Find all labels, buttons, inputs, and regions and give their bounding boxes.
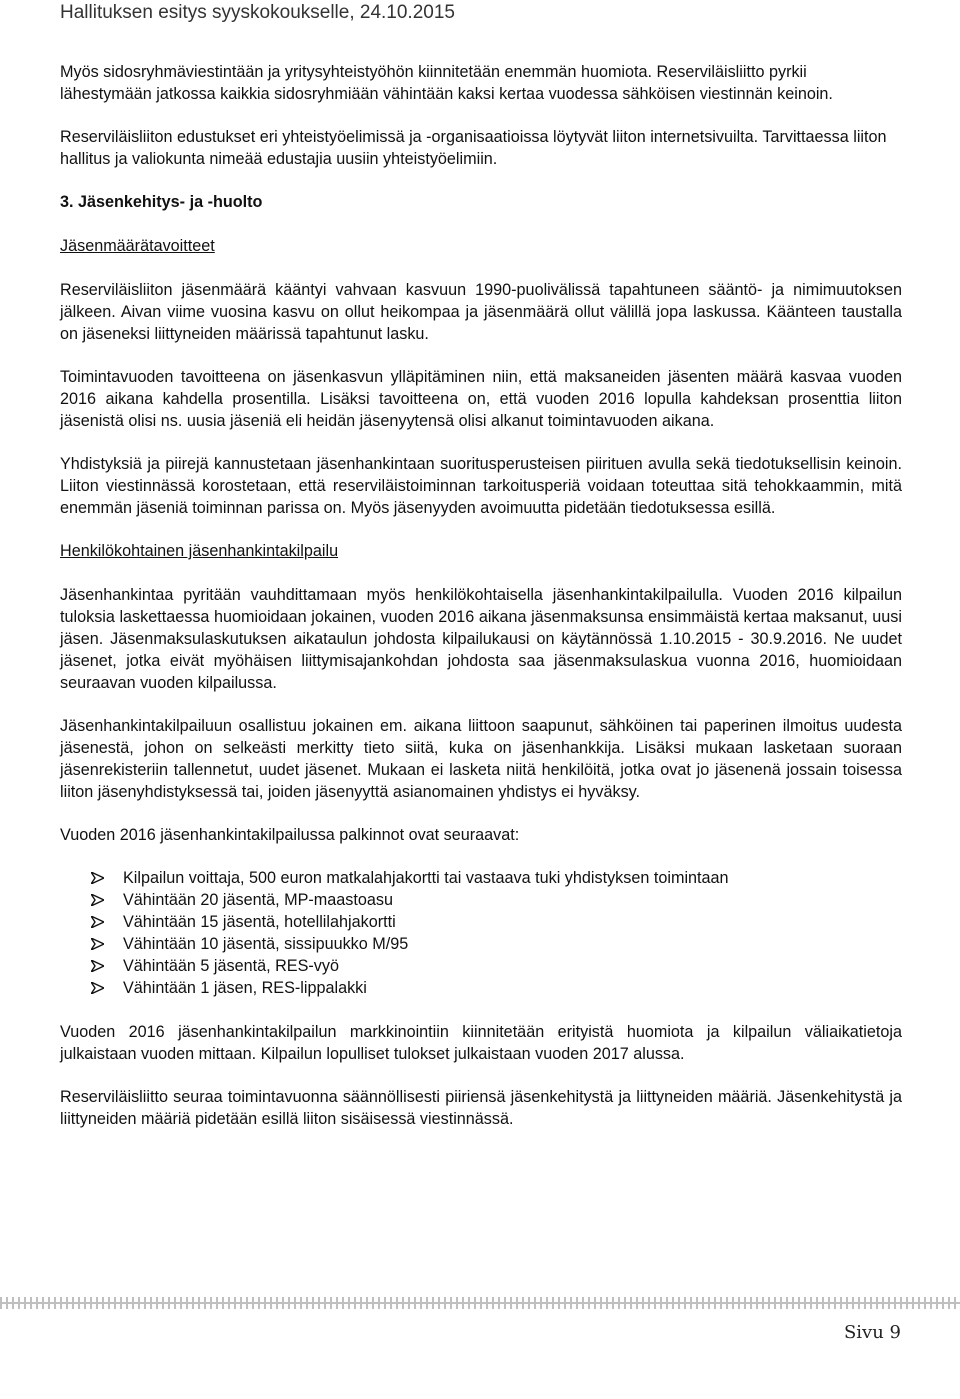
document-body bbox=[60, 61, 902, 1151]
arrow-bullet-icon bbox=[91, 894, 104, 906]
paragraph-contest-marketing: Vuoden 2016 jäsenhankintakilpailun markkinointiin kiinnitetään erityistä huomiota ja kilpailun väliaikatietoja julkaistaan vuoden mittaan. Kilpailun lopulliset tulokset julkaistaan vuoden 2017 alussa. bbox=[60, 1023, 902, 1063]
prize-item: Vähintään 1 jäsen, RES-lippalakki bbox=[91, 977, 902, 999]
intro-paragraph-1: Myös sidosryhmäviestintään ja yritysyhteistyöhön kiinnitetään enemmän huomiota. Reserviläisliitto pyrkii lähestymään jatkossa kaikkia sidosryhmiään vähintään kaksi kertaa vuodessa sähköisen viestinnän keinoin. bbox=[60, 63, 833, 103]
paragraph-encouragement: Yhdistyksiä ja piirejä kannustetaan jäsenhankintaan suoritusperusteisen piirituen avulla sekä tiedotuksellisin keinoin. Liiton viestinnässä korostetaan, että reserviläistoiminnan tarkoitusperiä voidaan toteuttaa sitä tehokkaammin, mitä enemmän jäseniä toiminnan parissa on. Myös jäsenyyden avoimuutta pidetään tiedotuksessa esillä. bbox=[60, 455, 902, 517]
arrow-bullet-icon bbox=[91, 960, 104, 972]
paragraph-membership-trend: Reserviläisliiton jäsenmäärä kääntyi vahvaan kasvuun 1990-puolivälissä tapahtuneen sääntö- ja nimimuutoksen jälkeen. Aivan viime vuosina kasvu on ollut heikompaa ja jäsenmäärä ollut välillä jopa laskussa. Käänteen taustalla on jäseneksi liittyneiden määrissä tapahtunut lasku. bbox=[60, 281, 902, 343]
prize-item: Vähintään 20 jäsentä, MP-maastoasu bbox=[91, 889, 902, 911]
prize-item: Kilpailun voittaja, 500 euron matkalahjakortti tai vastaava tuki yhdistyksen toimintaan bbox=[91, 867, 902, 889]
document-header: Hallituksen esitys syyskokoukselle, 24.10.2015 bbox=[60, 2, 455, 23]
arrow-bullet-icon bbox=[91, 982, 104, 994]
paragraph-growth-target: Toimintavuoden tavoitteena on jäsenkasvun ylläpitäminen niin, että maksaneiden jäsenten määrä kasvaa vuoden 2016 aikana kahdella prosentilla. Lisäksi tavoitteena on, että vuoden 2016 lopulla kahdeksan prosenttia liiton jäsenistä olisi ns. uusia jäseniä eli heidän jäsenyytensä olisi alkanut toimintavuoden aikana. bbox=[60, 368, 902, 430]
prize-list bbox=[60, 867, 902, 999]
footer-rule-pattern bbox=[0, 1297, 960, 1309]
paragraph-monitoring: Reserviläisliitto seuraa toimintavuonna säännöllisesti piiriensä jäsenkehitystä ja liittyneiden määriä. Jäsenkehitystä ja liittyneiden määriä pidetään esillä liiton sisäisessä viestinnässä. bbox=[60, 1088, 902, 1128]
subheading-recruitment-contest: Henkilökohtainen jäsenhankintakilpailu bbox=[60, 542, 339, 560]
paragraph-contest-intro: Jäsenhankintaa pyritään vauhdittamaan myös henkilökohtaisella jäsenhankintakilpailulla. Vuoden 2016 kilpailun tuloksia laskettaessa huomioidaan jokainen, vuoden 2016 aikana jäsenmaksunsa ensimmäistä kertaa maksanut, uusi jäsen. Jäsenmaksulaskutuksen aikataulun johdosta kilpailukausi on käytännössä 1.10.2015 - 30.9.2016. Ne uudet jäsenet, jotka eivät myöhäisen liittymisajankohdan johdosta saa jäsenmaksulaskua vuonna 2016, huomioidaan seuraavan vuoden kilpailussa. bbox=[60, 586, 902, 692]
paragraph-contest-rules: Jäsenhankintakilpailuun osallistuu jokainen em. aikana liittoon saapunut, sähköinen tai paperinen ilmoitus uudesta jäsenestä, johon on selkeästi merkitty tieto siitä, kuka on jäsenhankkija. Lisäksi mukaan lasketaan suoraan jäsenrekisteriin tallennetut, uudet jäsenet. Mukaan ei lasketa niitä henkilöitä, jotka ovat jo jäsenenä jossain toisessa liiton jäsenyhdistyksessä tai, joiden jäsenyyttä asianomainen yhdistys ei hyväksy. bbox=[60, 717, 902, 801]
arrow-bullet-icon bbox=[91, 916, 104, 928]
prize-item: Vähintään 5 jäsentä, RES-vyö bbox=[91, 955, 902, 977]
page-number: Sivu 9 bbox=[843, 1322, 901, 1343]
subheading-membership-goals: Jäsenmäärätavoitteet bbox=[60, 237, 215, 255]
section-heading: 3. Jäsenkehitys- ja -huolto bbox=[60, 193, 263, 211]
prize-item: Vähintään 10 jäsentä, sissipuukko M/95 bbox=[91, 933, 902, 955]
intro-paragraph-2: Reserviläisliiton edustukset eri yhteistyöelimissä ja -organisaatioissa löytyvät liiton internetsivuilta. Tarvittaessa liiton hallitus ja valiokunta nimeää edustajia uusiin yhteistyöelimiin. bbox=[60, 128, 887, 168]
prize-item: Vähintään 15 jäsentä, hotellilahjakortti bbox=[91, 911, 902, 933]
paragraph-prizes-intro: Vuoden 2016 jäsenhankintakilpailussa palkinnot ovat seuraavat: bbox=[60, 826, 520, 844]
arrow-bullet-icon bbox=[91, 872, 104, 884]
arrow-bullet-icon bbox=[91, 938, 104, 950]
